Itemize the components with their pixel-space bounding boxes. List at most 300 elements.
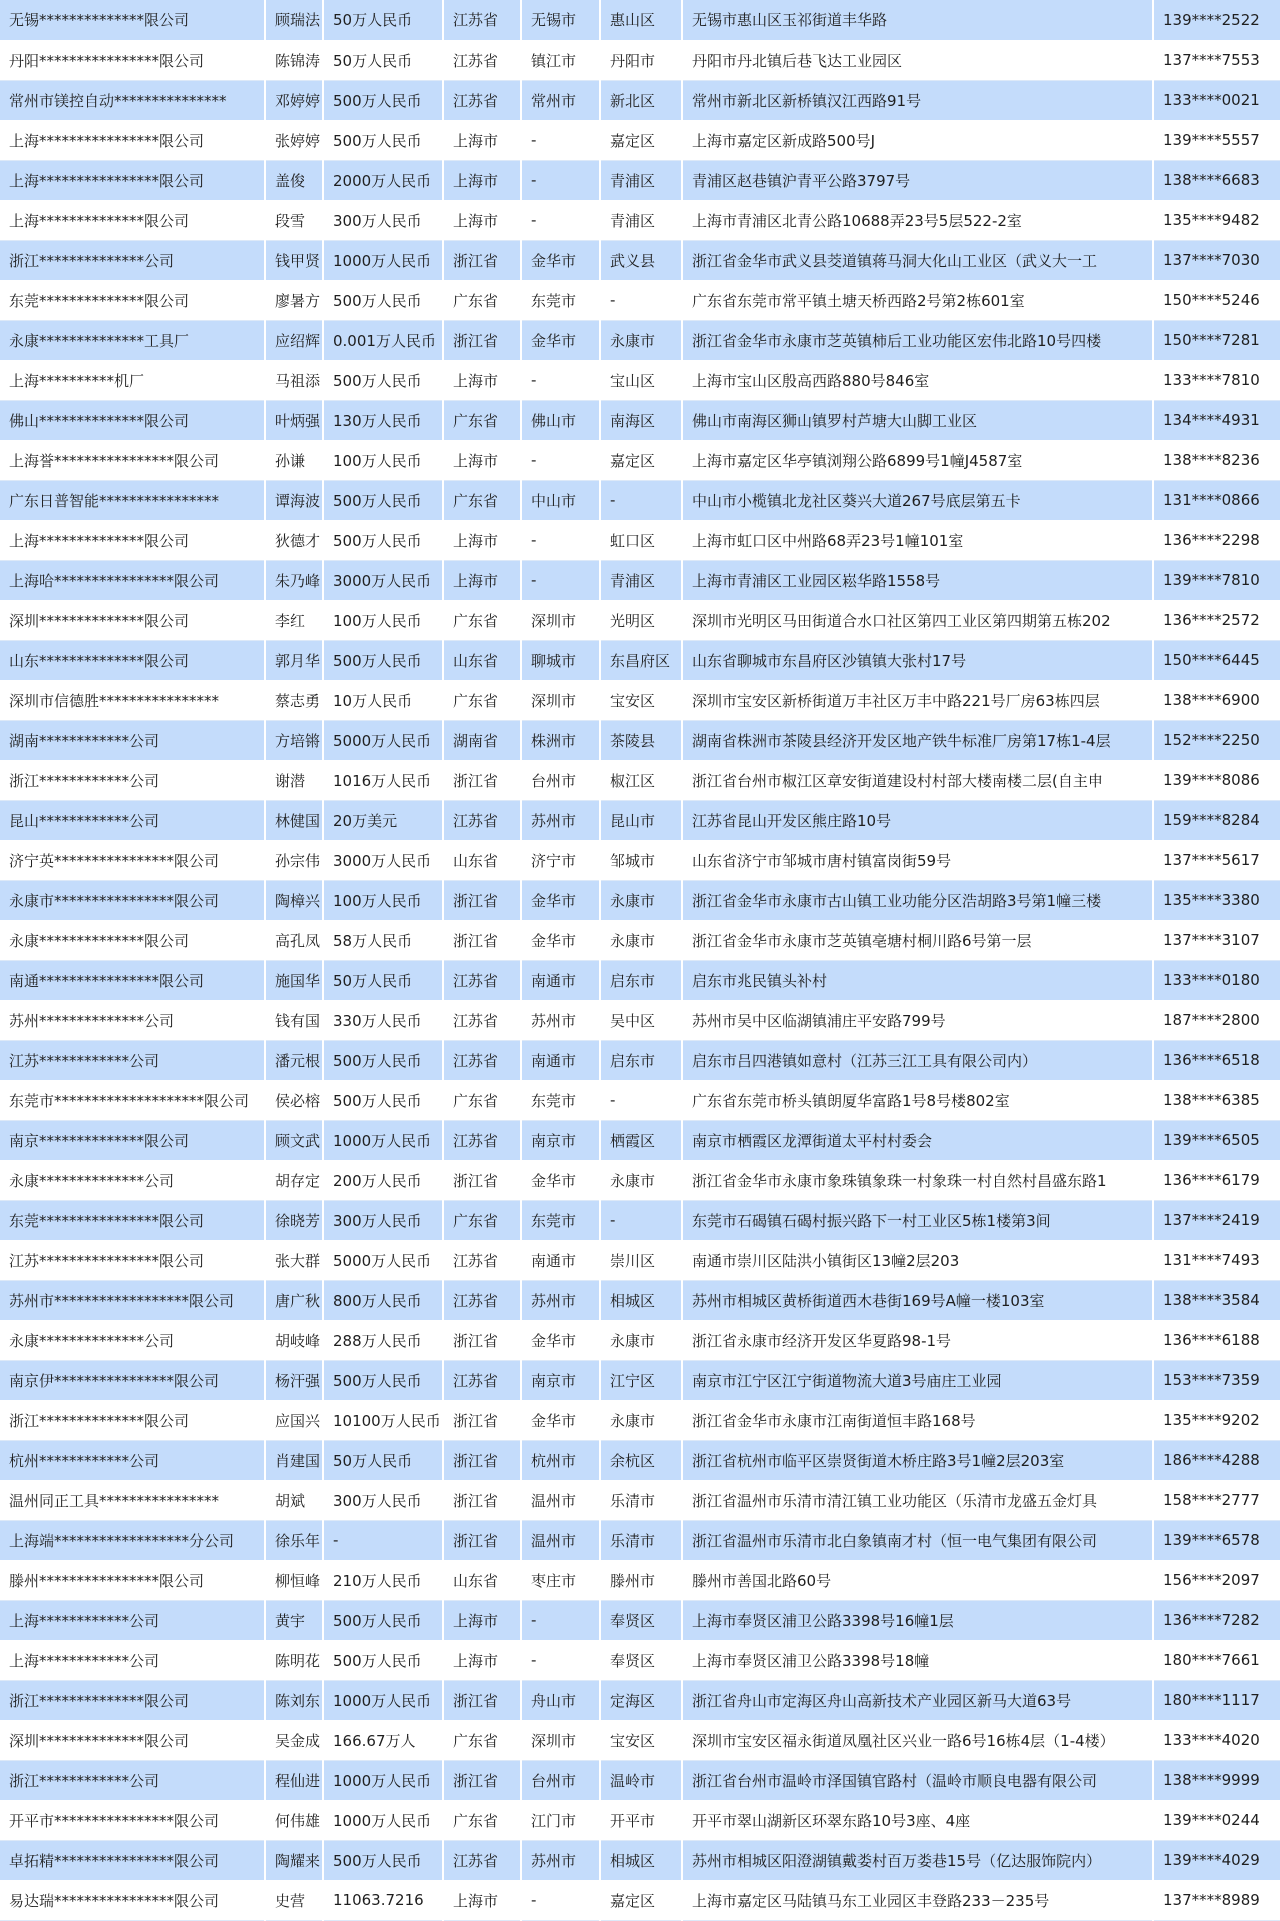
address-cell: 浙江省永康市经济开发区华夏路98-1号	[682, 1320, 1153, 1360]
province-cell: 浙江省	[443, 1680, 521, 1720]
registered-capital-cell: 500万人民币	[323, 1360, 443, 1400]
table-row	[0, 1560, 1280, 1600]
province-cell: 浙江省	[443, 920, 521, 960]
phone-cell: 180****7661	[1153, 1640, 1280, 1680]
address-cell: 深圳市宝安区福永街道凤凰社区兴业一路6号16栋4层（1-4楼）	[682, 1720, 1153, 1760]
province-cell: 江苏省	[443, 1240, 521, 1280]
city-cell: 苏州市	[521, 1840, 600, 1880]
table-row	[0, 1760, 1280, 1800]
registered-capital-cell: 5000万人民币	[323, 1240, 443, 1280]
phone-cell: 135****9202	[1153, 1400, 1280, 1440]
city-cell: 南京市	[521, 1360, 600, 1400]
company-name-cell: 东莞市********************限公司	[0, 1080, 265, 1120]
legal-rep-cell: 胡存定	[265, 1160, 323, 1200]
district-cell: -	[600, 1080, 682, 1120]
company-name-cell: 昆山************公司	[0, 800, 265, 840]
table-row	[0, 600, 1280, 640]
phone-cell: 131****7493	[1153, 1240, 1280, 1280]
district-cell: 丹阳市	[600, 40, 682, 80]
city-cell: -	[521, 1640, 600, 1680]
registered-capital-cell: 58万人民币	[323, 920, 443, 960]
table-row	[0, 1160, 1280, 1200]
province-cell: 山东省	[443, 640, 521, 680]
phone-cell: 137****8989	[1153, 1880, 1280, 1920]
city-cell: 镇江市	[521, 40, 600, 80]
table-row	[0, 720, 1280, 760]
company-name-cell: 广东日普智能****************	[0, 480, 265, 520]
company-name-cell: 苏州市******************限公司	[0, 1280, 265, 1320]
phone-cell: 137****7030	[1153, 240, 1280, 280]
province-cell: 浙江省	[443, 240, 521, 280]
province-cell: 湖南省	[443, 720, 521, 760]
address-cell: 山东省济宁市邹城市唐村镇富岗街59号	[682, 840, 1153, 880]
province-cell: 江苏省	[443, 80, 521, 120]
district-cell: 奉贤区	[600, 1640, 682, 1680]
city-cell: 东莞市	[521, 1200, 600, 1240]
company-name-cell: 江苏****************限公司	[0, 1240, 265, 1280]
company-name-cell: 上海****************限公司	[0, 120, 265, 160]
legal-rep-cell: 李红	[265, 600, 323, 640]
city-cell: 温州市	[521, 1480, 600, 1520]
city-cell: 枣庄市	[521, 1560, 600, 1600]
phone-cell: 187****2800	[1153, 1000, 1280, 1040]
company-name-cell: 卓拓精****************限公司	[0, 1840, 265, 1880]
phone-cell: 137****5617	[1153, 840, 1280, 880]
registered-capital-cell: 100万人民币	[323, 440, 443, 480]
province-cell: 江苏省	[443, 0, 521, 40]
company-name-cell: 温州同正工具****************	[0, 1480, 265, 1520]
phone-cell: 150****6445	[1153, 640, 1280, 680]
city-cell: 苏州市	[521, 1280, 600, 1320]
company-name-cell: 浙江**************限公司	[0, 1400, 265, 1440]
province-cell: 广东省	[443, 1200, 521, 1240]
district-cell: 永康市	[600, 320, 682, 360]
registered-capital-cell: 330万人民币	[323, 1000, 443, 1040]
company-name-cell: 湖南************公司	[0, 720, 265, 760]
registered-capital-cell: 10万人民币	[323, 680, 443, 720]
table-row	[0, 480, 1280, 520]
district-cell: 奉贤区	[600, 1600, 682, 1640]
company-name-cell: 上海端******************分公司	[0, 1520, 265, 1560]
district-cell: 启东市	[600, 1040, 682, 1080]
province-cell: 上海市	[443, 1880, 521, 1920]
company-name-cell: 无锡**************限公司	[0, 0, 265, 40]
province-cell: 广东省	[443, 1800, 521, 1840]
city-cell: 杭州市	[521, 1440, 600, 1480]
city-cell: 株洲市	[521, 720, 600, 760]
district-cell: 永康市	[600, 1320, 682, 1360]
district-cell: 宝山区	[600, 360, 682, 400]
registered-capital-cell: 500万人民币	[323, 1600, 443, 1640]
phone-cell: 139****7810	[1153, 560, 1280, 600]
company-name-cell: 丹阳****************限公司	[0, 40, 265, 80]
legal-rep-cell: 谢潜	[265, 760, 323, 800]
table-row	[0, 640, 1280, 680]
city-cell: 金华市	[521, 1320, 600, 1360]
address-cell: 广东省东莞市桥头镇朗厦华富路1号8号楼802室	[682, 1080, 1153, 1120]
province-cell: 江苏省	[443, 1040, 521, 1080]
province-cell: 浙江省	[443, 880, 521, 920]
address-cell: 浙江省金华市武义县茭道镇蒋马洞大化山工业区（武义大一工	[682, 240, 1153, 280]
legal-rep-cell: 潘元根	[265, 1040, 323, 1080]
table-row	[0, 200, 1280, 240]
province-cell: 上海市	[443, 200, 521, 240]
city-cell: 南通市	[521, 960, 600, 1000]
phone-cell: 138****6385	[1153, 1080, 1280, 1120]
address-cell: 东莞市石碣镇石碣村振兴路下一村工业区5栋1楼第3间	[682, 1200, 1153, 1240]
district-cell: 相城区	[600, 1280, 682, 1320]
registered-capital-cell: 50万人民币	[323, 1440, 443, 1480]
legal-rep-cell: 张大群	[265, 1240, 323, 1280]
registered-capital-cell: -	[323, 1520, 443, 1560]
district-cell: 青浦区	[600, 200, 682, 240]
legal-rep-cell: 张婷婷	[265, 120, 323, 160]
province-cell: 广东省	[443, 680, 521, 720]
table-row	[0, 0, 1280, 40]
phone-cell: 139****6505	[1153, 1120, 1280, 1160]
legal-rep-cell: 狄德才	[265, 520, 323, 560]
province-cell: 广东省	[443, 600, 521, 640]
city-cell: 温州市	[521, 1520, 600, 1560]
legal-rep-cell: 盖俊	[265, 160, 323, 200]
address-cell: 佛山市南海区狮山镇罗村芦塘大山脚工业区	[682, 400, 1153, 440]
address-cell: 湖南省株洲市茶陵县经济开发区地产铁牛标准厂房第17栋1-4层	[682, 720, 1153, 760]
district-cell: -	[600, 280, 682, 320]
district-cell: 余杭区	[600, 1440, 682, 1480]
phone-cell: 131****0866	[1153, 480, 1280, 520]
city-cell: -	[521, 160, 600, 200]
province-cell: 浙江省	[443, 1320, 521, 1360]
city-cell: 金华市	[521, 320, 600, 360]
table-row	[0, 840, 1280, 880]
city-cell: 深圳市	[521, 680, 600, 720]
district-cell: 惠山区	[600, 0, 682, 40]
district-cell: 乐清市	[600, 1520, 682, 1560]
registered-capital-cell: 500万人民币	[323, 120, 443, 160]
table-row	[0, 120, 1280, 160]
registered-capital-cell: 1000万人民币	[323, 1680, 443, 1720]
table-row	[0, 1840, 1280, 1880]
company-name-cell: 上海**********机厂	[0, 360, 265, 400]
legal-rep-cell: 谭海波	[265, 480, 323, 520]
legal-rep-cell: 高孔凤	[265, 920, 323, 960]
phone-cell: 139****5557	[1153, 120, 1280, 160]
district-cell: 椒江区	[600, 760, 682, 800]
city-cell: 金华市	[521, 920, 600, 960]
legal-rep-cell: 唐广秋	[265, 1280, 323, 1320]
city-cell: -	[521, 360, 600, 400]
table-row	[0, 1520, 1280, 1560]
table-row	[0, 960, 1280, 1000]
province-cell: 江苏省	[443, 1280, 521, 1320]
address-cell: 上海市嘉定区马陆镇马东工业园区丰登路233－235号	[682, 1880, 1153, 1920]
district-cell: 昆山市	[600, 800, 682, 840]
district-cell: 嘉定区	[600, 120, 682, 160]
legal-rep-cell: 陶樟兴	[265, 880, 323, 920]
phone-cell: 133****0180	[1153, 960, 1280, 1000]
district-cell: 宝安区	[600, 680, 682, 720]
table-row	[0, 1680, 1280, 1720]
table-row	[0, 440, 1280, 480]
company-name-cell: 东莞****************限公司	[0, 1200, 265, 1240]
province-cell: 上海市	[443, 120, 521, 160]
registered-capital-cell: 1000万人民币	[323, 240, 443, 280]
phone-cell: 153****7359	[1153, 1360, 1280, 1400]
province-cell: 上海市	[443, 440, 521, 480]
province-cell: 浙江省	[443, 320, 521, 360]
address-cell: 上海市嘉定区华亭镇浏翔公路6899号1幢J4587室	[682, 440, 1153, 480]
registered-capital-cell: 500万人民币	[323, 520, 443, 560]
registered-capital-cell: 11063.7216	[323, 1880, 443, 1920]
company-name-cell: 浙江**************限公司	[0, 1680, 265, 1720]
legal-rep-cell: 邓婷婷	[265, 80, 323, 120]
table-row	[0, 1200, 1280, 1240]
company-name-cell: 永康**************工具厂	[0, 320, 265, 360]
province-cell: 上海市	[443, 160, 521, 200]
company-name-cell: 上海誉****************限公司	[0, 440, 265, 480]
company-name-cell: 永康**************限公司	[0, 920, 265, 960]
company-name-cell: 东莞**************限公司	[0, 280, 265, 320]
city-cell: 东莞市	[521, 280, 600, 320]
address-cell: 青浦区赵巷镇沪青平公路3797号	[682, 160, 1153, 200]
legal-rep-cell: 顾瑞法	[265, 0, 323, 40]
phone-cell: 136****7282	[1153, 1600, 1280, 1640]
phone-cell: 134****4931	[1153, 400, 1280, 440]
company-name-cell: 山东**************限公司	[0, 640, 265, 680]
address-cell: 开平市翠山湖新区环翠东路10号3座、4座	[682, 1800, 1153, 1840]
province-cell: 江苏省	[443, 1360, 521, 1400]
phone-cell: 138****9999	[1153, 1760, 1280, 1800]
legal-rep-cell: 林健国	[265, 800, 323, 840]
province-cell: 上海市	[443, 520, 521, 560]
table-row	[0, 280, 1280, 320]
registered-capital-cell: 500万人民币	[323, 80, 443, 120]
address-cell: 上海市奉贤区浦卫公路3398号18幢	[682, 1640, 1153, 1680]
registered-capital-cell: 166.67万人	[323, 1720, 443, 1760]
legal-rep-cell: 郭月华	[265, 640, 323, 680]
phone-cell: 137****2419	[1153, 1200, 1280, 1240]
table-row	[0, 1280, 1280, 1320]
address-cell: 南通市崇川区陆洪小镇街区13幢2层203	[682, 1240, 1153, 1280]
province-cell: 广东省	[443, 1080, 521, 1120]
city-cell: 佛山市	[521, 400, 600, 440]
table-row	[0, 1480, 1280, 1520]
table-row	[0, 360, 1280, 400]
company-name-cell: 苏州**************公司	[0, 1000, 265, 1040]
company-name-cell: 浙江************公司	[0, 760, 265, 800]
legal-rep-cell: 陈锦涛	[265, 40, 323, 80]
phone-cell: 136****2572	[1153, 600, 1280, 640]
city-cell: 苏州市	[521, 800, 600, 840]
company-name-cell: 深圳**************限公司	[0, 1720, 265, 1760]
company-name-cell: 开平市****************限公司	[0, 1800, 265, 1840]
district-cell: 南海区	[600, 400, 682, 440]
address-cell: 上海市青浦区北青公路10688弄23号5层522-2室	[682, 200, 1153, 240]
registered-capital-cell: 500万人民币	[323, 1080, 443, 1120]
legal-rep-cell: 肖建国	[265, 1440, 323, 1480]
phone-cell: 137****7553	[1153, 40, 1280, 80]
address-cell: 苏州市吴中区临湖镇浦庄平安路799号	[682, 1000, 1153, 1040]
company-name-cell: 上海************公司	[0, 1600, 265, 1640]
city-cell: 金华市	[521, 240, 600, 280]
address-cell: 深圳市光明区马田街道合水口社区第四工业区第四期第五栋202	[682, 600, 1153, 640]
district-cell: 青浦区	[600, 160, 682, 200]
phone-cell: 158****2777	[1153, 1480, 1280, 1520]
registered-capital-cell: 500万人民币	[323, 1840, 443, 1880]
table-row	[0, 1240, 1280, 1280]
district-cell: 嘉定区	[600, 1880, 682, 1920]
address-cell: 江苏省昆山开发区熊庄路10号	[682, 800, 1153, 840]
city-cell: 台州市	[521, 1760, 600, 1800]
address-cell: 山东省聊城市东昌府区沙镇镇大张村17号	[682, 640, 1153, 680]
address-cell: 上海市奉贤区浦卫公路3398号16幢1层	[682, 1600, 1153, 1640]
registered-capital-cell: 100万人民币	[323, 880, 443, 920]
phone-cell: 186****4288	[1153, 1440, 1280, 1480]
registered-capital-cell: 3000万人民币	[323, 560, 443, 600]
province-cell: 江苏省	[443, 1120, 521, 1160]
phone-cell: 150****5246	[1153, 280, 1280, 320]
city-cell: -	[521, 120, 600, 160]
phone-cell: 152****2250	[1153, 720, 1280, 760]
table-row	[0, 1400, 1280, 1440]
address-cell: 浙江省杭州市临平区崇贤街道木桥庄路3号1幢2层203室	[682, 1440, 1153, 1480]
province-cell: 浙江省	[443, 1760, 521, 1800]
company-name-cell: 上海哈****************限公司	[0, 560, 265, 600]
company-name-cell: 上海****************限公司	[0, 160, 265, 200]
company-name-cell: 浙江************公司	[0, 1760, 265, 1800]
district-cell: 相城区	[600, 1840, 682, 1880]
district-cell: -	[600, 480, 682, 520]
address-cell: 浙江省温州市乐清市清江镇工业功能区（乐清市龙盛五金灯具	[682, 1480, 1153, 1520]
city-cell: 舟山市	[521, 1680, 600, 1720]
city-cell: 金华市	[521, 1160, 600, 1200]
city-cell: 聊城市	[521, 640, 600, 680]
registered-capital-cell: 288万人民币	[323, 1320, 443, 1360]
company-name-cell: 常州市镁控自动***************	[0, 80, 265, 120]
company-name-cell: 永康**************公司	[0, 1160, 265, 1200]
registered-capital-cell: 10100万人民币	[323, 1400, 443, 1440]
address-cell: 浙江省舟山市定海区舟山高新技术产业园区新马大道63号	[682, 1680, 1153, 1720]
legal-rep-cell: 陈刘东	[265, 1680, 323, 1720]
district-cell: 嘉定区	[600, 440, 682, 480]
table-row	[0, 40, 1280, 80]
table-row	[0, 400, 1280, 440]
company-name-cell: 深圳**************限公司	[0, 600, 265, 640]
legal-rep-cell: 马祖添	[265, 360, 323, 400]
company-name-cell: 上海**************限公司	[0, 200, 265, 240]
address-cell: 广东省东莞市常平镇土塘天桥西路2号第2栋601室	[682, 280, 1153, 320]
phone-cell: 159****8284	[1153, 800, 1280, 840]
phone-cell: 139****2522	[1153, 0, 1280, 40]
district-cell: 武义县	[600, 240, 682, 280]
registered-capital-cell: 5000万人民币	[323, 720, 443, 760]
city-cell: 南通市	[521, 1040, 600, 1080]
registered-capital-cell: 200万人民币	[323, 1160, 443, 1200]
city-cell: 无锡市	[521, 0, 600, 40]
table-row	[0, 1040, 1280, 1080]
province-cell: 广东省	[443, 400, 521, 440]
phone-cell: 133****4020	[1153, 1720, 1280, 1760]
registered-capital-cell: 50万人民币	[323, 0, 443, 40]
phone-cell: 136****6179	[1153, 1160, 1280, 1200]
phone-cell: 133****7810	[1153, 360, 1280, 400]
address-cell: 浙江省台州市椒江区章安街道建设村村部大楼南楼二层(自主申	[682, 760, 1153, 800]
address-cell: 浙江省台州市温岭市泽国镇官路村（温岭市顺良电器有限公司	[682, 1760, 1153, 1800]
city-cell: 金华市	[521, 1400, 600, 1440]
province-cell: 上海市	[443, 560, 521, 600]
legal-rep-cell: 钱甲贤	[265, 240, 323, 280]
table-row	[0, 80, 1280, 120]
table-row	[0, 1800, 1280, 1840]
table-row	[0, 760, 1280, 800]
legal-rep-cell: 程仙进	[265, 1760, 323, 1800]
address-cell: 浙江省金华市永康市芝英镇柿后工业功能区宏伟北路10号四楼	[682, 320, 1153, 360]
district-cell: -	[600, 1200, 682, 1240]
registered-capital-cell: 500万人民币	[323, 1640, 443, 1680]
table-row	[0, 240, 1280, 280]
table-row	[0, 1640, 1280, 1680]
city-cell: 金华市	[521, 880, 600, 920]
table-row	[0, 800, 1280, 840]
district-cell: 启东市	[600, 960, 682, 1000]
registered-capital-cell: 1016万人民币	[323, 760, 443, 800]
city-cell: 中山市	[521, 480, 600, 520]
registered-capital-cell: 1000万人民币	[323, 1800, 443, 1840]
address-cell: 中山市小榄镇北龙社区葵兴大道267号底层第五卡	[682, 480, 1153, 520]
address-cell: 苏州市相城区黄桥街道西木巷街169号A幢一楼103室	[682, 1280, 1153, 1320]
address-cell: 常州市新北区新桥镇汉江西路91号	[682, 80, 1153, 120]
district-cell: 滕州市	[600, 1560, 682, 1600]
district-cell: 开平市	[600, 1800, 682, 1840]
district-cell: 青浦区	[600, 560, 682, 600]
city-cell: 苏州市	[521, 1000, 600, 1040]
address-cell: 启东市兆民镇头补村	[682, 960, 1153, 1000]
address-cell: 无锡市惠山区玉祁街道丰华路	[682, 0, 1153, 40]
city-cell: -	[521, 200, 600, 240]
registered-capital-cell: 210万人民币	[323, 1560, 443, 1600]
city-cell: 深圳市	[521, 600, 600, 640]
province-cell: 广东省	[443, 280, 521, 320]
company-name-cell: 济宁英****************限公司	[0, 840, 265, 880]
address-cell: 上海市宝山区殷高西路880号846室	[682, 360, 1153, 400]
phone-cell: 139****4029	[1153, 1840, 1280, 1880]
address-cell: 浙江省金华市永康市江南街道恒丰路168号	[682, 1400, 1153, 1440]
province-cell: 江苏省	[443, 1840, 521, 1880]
legal-rep-cell: 应绍辉	[265, 320, 323, 360]
phone-cell: 139****6578	[1153, 1520, 1280, 1560]
legal-rep-cell: 应国兴	[265, 1400, 323, 1440]
company-name-cell: 上海**************限公司	[0, 520, 265, 560]
table-row	[0, 1720, 1280, 1760]
province-cell: 浙江省	[443, 1520, 521, 1560]
district-cell: 邹城市	[600, 840, 682, 880]
province-cell: 江苏省	[443, 40, 521, 80]
company-name-cell: 滕州****************限公司	[0, 1560, 265, 1600]
address-cell: 浙江省金华市永康市芝英镇亳塘村桐川路6号第一层	[682, 920, 1153, 960]
phone-cell: 135****3380	[1153, 880, 1280, 920]
legal-rep-cell: 朱乃峰	[265, 560, 323, 600]
city-cell: 东莞市	[521, 1080, 600, 1120]
legal-rep-cell: 徐乐年	[265, 1520, 323, 1560]
legal-rep-cell: 方培锵	[265, 720, 323, 760]
city-cell: 江门市	[521, 1800, 600, 1840]
city-cell: 常州市	[521, 80, 600, 120]
registered-capital-cell: 3000万人民币	[323, 840, 443, 880]
registered-capital-cell: 500万人民币	[323, 1040, 443, 1080]
district-cell: 光明区	[600, 600, 682, 640]
district-cell: 茶陵县	[600, 720, 682, 760]
district-cell: 永康市	[600, 1400, 682, 1440]
